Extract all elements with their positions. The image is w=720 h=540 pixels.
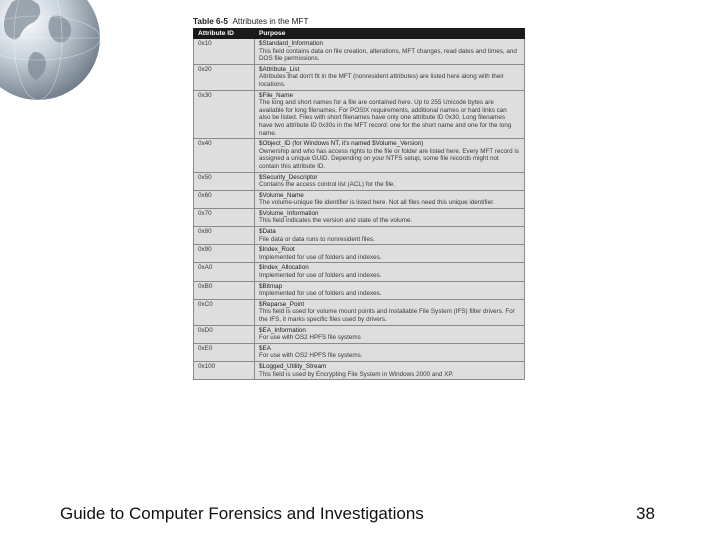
header-attribute-id: Attribute ID xyxy=(194,29,255,39)
purpose-cell xyxy=(255,245,525,263)
mft-attributes-table-figure xyxy=(193,16,525,380)
purpose-cell xyxy=(255,208,525,226)
table-caption-title: Attributes in the MFT xyxy=(232,17,309,26)
attribute-description: For use with OS2 HPFS file systems. xyxy=(259,352,363,360)
purpose-cell xyxy=(255,64,525,90)
attribute-name: $EA xyxy=(259,344,271,352)
table-caption-label: Table 6-5 xyxy=(193,17,228,26)
purpose-cell xyxy=(255,361,525,379)
footer-title: Guide to Computer Forensics and Investigations xyxy=(60,504,424,523)
table-row xyxy=(194,299,525,325)
purpose-cell xyxy=(255,90,525,139)
table-row xyxy=(194,325,525,343)
attribute-description: File data or data runs to nonresident files. xyxy=(259,235,375,243)
attribute-id-cell: 0x50 xyxy=(194,172,255,190)
attribute-id-cell: 0xB0 xyxy=(194,281,255,299)
attribute-description: This field contains data on file creation, alterations, MFT changes, read dates and times, and DOS file permissions. xyxy=(259,47,517,63)
purpose-cell xyxy=(255,139,525,172)
attribute-id-cell: 0xE0 xyxy=(194,343,255,361)
attribute-description: This field indicates the version and state of the volume. xyxy=(259,217,413,225)
table-row xyxy=(194,39,525,65)
table-row xyxy=(194,172,525,190)
attribute-description: For use with OS2 HPFS file systems xyxy=(259,334,361,342)
attribute-description: Implemented for use of folders and indexes. xyxy=(259,272,382,280)
globe-graphic xyxy=(0,0,104,104)
attribute-id-cell: 0x70 xyxy=(194,208,255,226)
attribute-description: This field is used for volume mount points and Installable File System (IFS) filter drivers. For the IFS, it marks specific files used by drivers. xyxy=(259,308,515,323)
attribute-description: Attributes that don't fit in the MFT (nonresident attributes) are listed here along with their locations. xyxy=(259,73,504,88)
attribute-name: $Data xyxy=(259,228,276,236)
attribute-id-cell: 0x10 xyxy=(194,39,255,65)
mft-attributes-table xyxy=(193,28,525,380)
attribute-id-cell: 0xC0 xyxy=(194,299,255,325)
table-row xyxy=(194,227,525,245)
attribute-name: $Security_Descriptor xyxy=(259,173,318,181)
attribute-name: $Index_Allocation xyxy=(259,264,309,272)
table-caption xyxy=(193,16,525,28)
purpose-cell xyxy=(255,39,525,65)
header-purpose: Purpose xyxy=(255,29,525,39)
attribute-id-cell: 0x80 xyxy=(194,227,255,245)
table-row xyxy=(194,263,525,281)
purpose-cell xyxy=(255,227,525,245)
purpose-cell xyxy=(255,263,525,281)
attribute-id-cell: 0x100 xyxy=(194,361,255,379)
attribute-description: Contains the access control list (ACL) for the file. xyxy=(259,181,396,189)
table-row xyxy=(194,90,525,139)
attribute-id-cell: 0xD0 xyxy=(194,325,255,343)
attribute-name: $Standard_Information xyxy=(259,40,324,47)
attribute-description: The long and short names for a file are contained here. Up to 255 Unicode bytes are available for long filenames. For POSIX requirements, additional names or hard links can also be listed. Files with short filenames have only one attribute ID 0x30. Long filenames have two attribute ID 0x30s in the MFT record: one for the short name and one for the long name. xyxy=(259,99,512,137)
table-row xyxy=(194,245,525,263)
purpose-cell xyxy=(255,325,525,343)
attribute-name: $Reparse_Point xyxy=(259,300,305,308)
attribute-description: Implemented for use of folders and indexes. xyxy=(259,253,382,261)
attribute-name: $Volume_Information xyxy=(259,209,319,217)
table-row xyxy=(194,281,525,299)
attribute-description: The volume-unique file identifier is listed here. Not all files need this unique identifier. xyxy=(259,199,495,207)
table-header-row xyxy=(194,29,525,39)
attribute-name: $EA_Information xyxy=(259,326,306,334)
table-row xyxy=(194,208,525,226)
attribute-name: $Attribute_List xyxy=(259,65,300,73)
table-row xyxy=(194,139,525,172)
purpose-cell xyxy=(255,343,525,361)
attribute-id-cell: 0x60 xyxy=(194,190,255,208)
attribute-name: $File_Name xyxy=(259,91,293,99)
attribute-name: $Index_Root xyxy=(259,246,295,254)
attribute-description: Implemented for use of folders and indexes. xyxy=(259,290,382,298)
attribute-id-cell: 0x30 xyxy=(194,90,255,139)
attribute-name: $Object_ID (for Windows NT, it's named $Volume_Version) xyxy=(259,140,424,148)
table-row xyxy=(194,343,525,361)
attribute-name: $Logged_Utility_Stream xyxy=(259,362,327,370)
table-row xyxy=(194,361,525,379)
attribute-name: $Volume_Name xyxy=(259,191,304,199)
attribute-id-cell: 0x40 xyxy=(194,139,255,172)
attribute-description: This field is used by Encrypting File System in Windows 2000 and XP. xyxy=(259,370,454,378)
attribute-description: Ownership and who has access rights to the file or folder are listed here. Every MFT record is assigned a unique GUID. Depending on your NTFS setup, some file records might not contain this attribute ID. xyxy=(259,147,519,170)
purpose-cell xyxy=(255,299,525,325)
purpose-cell xyxy=(255,281,525,299)
attribute-id-cell: 0x90 xyxy=(194,245,255,263)
attribute-name: $Bitmap xyxy=(259,282,283,290)
purpose-cell xyxy=(255,172,525,190)
purpose-cell xyxy=(255,190,525,208)
attribute-id-cell: 0xA0 xyxy=(194,263,255,281)
table-row xyxy=(194,190,525,208)
attribute-id-cell: 0x20 xyxy=(194,64,255,90)
table-row xyxy=(194,64,525,90)
page-number: 38 xyxy=(636,504,655,523)
